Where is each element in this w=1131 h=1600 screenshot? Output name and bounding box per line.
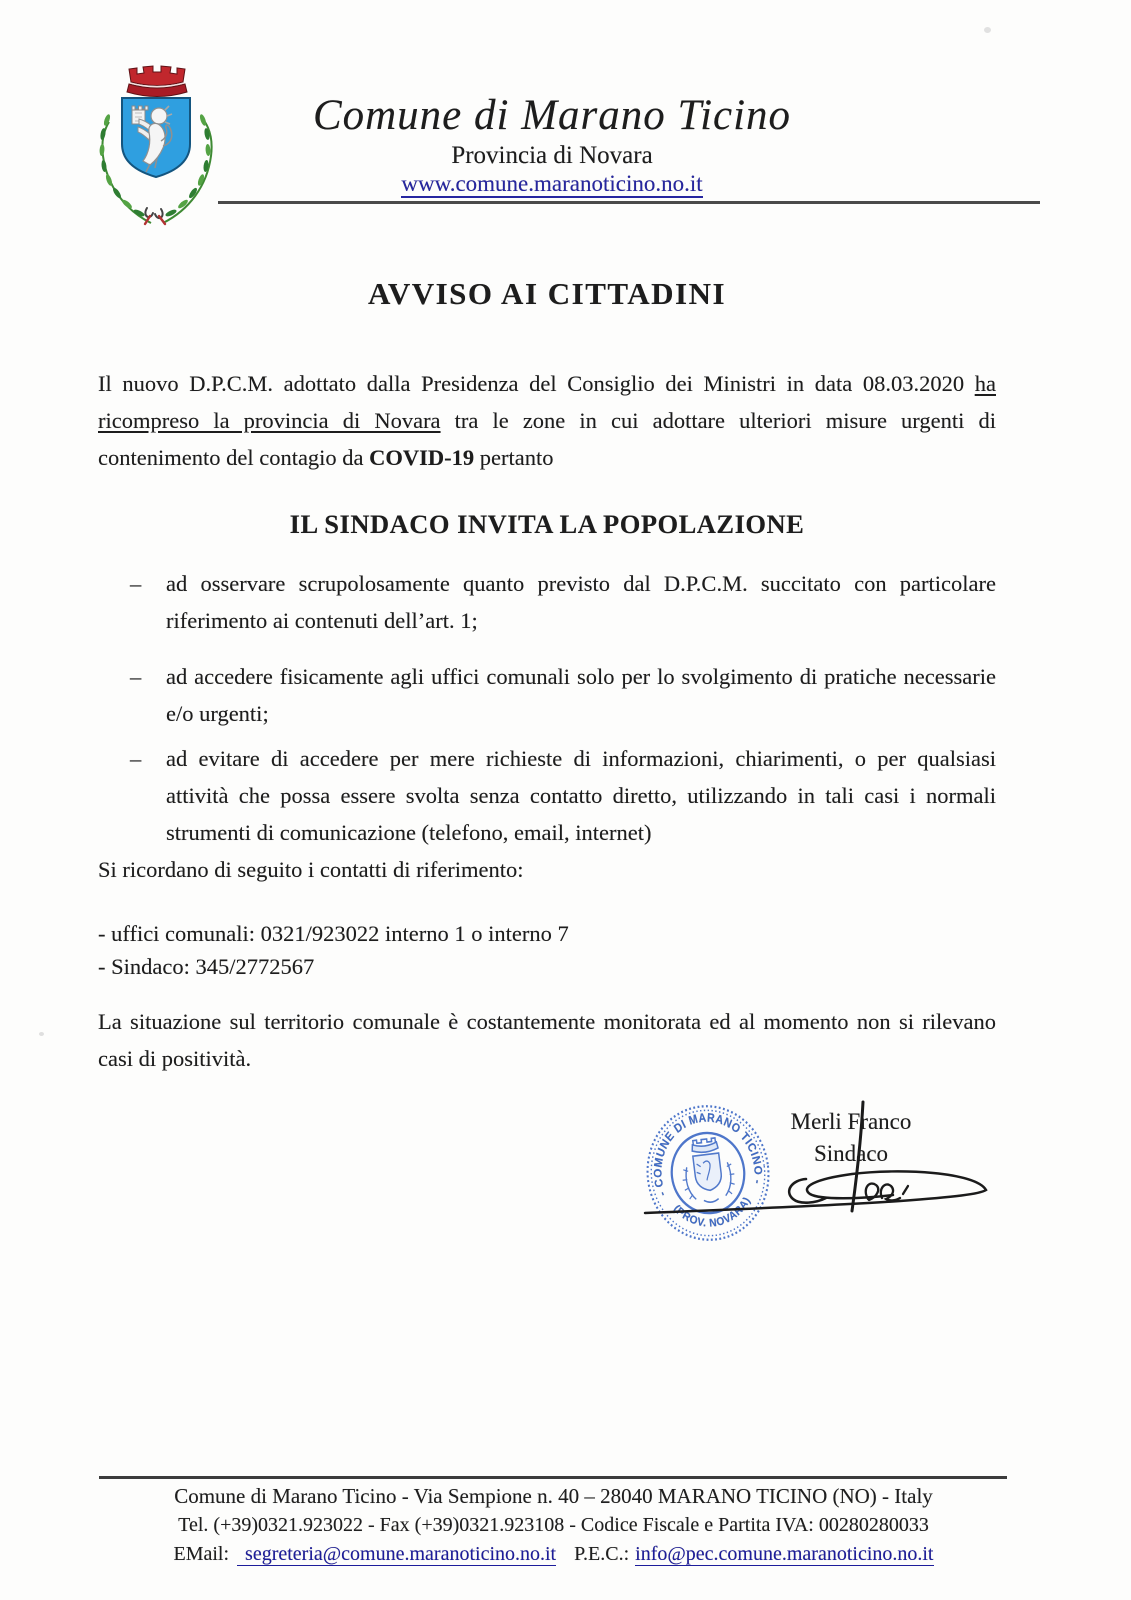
email-label: EMail: — [173, 1543, 230, 1565]
bullet-dash: – — [130, 746, 142, 771]
footer-divider — [99, 1476, 1007, 1479]
contact-mayor: - Sindaco: 345/2772567 — [98, 954, 315, 979]
pec-link[interactable]: info@pec.comune.maranoticino.no.it — [635, 1543, 934, 1565]
mayor-invitation-heading: IL SINDACO INVITA LA POPOLAZIONE — [289, 509, 805, 539]
contacts-intro: Si ricordano di seguito i contatti di riferimento: — [98, 857, 524, 882]
email-link[interactable]: segreteria@comune.maranoticino.no.it — [237, 1543, 556, 1566]
stamp-text-top: - COMUNE DI MARANO TICINO - — [651, 1111, 765, 1199]
header-divider — [218, 201, 1040, 204]
covid-19-bold: COVID-19 — [369, 445, 475, 470]
signer-role: Sindaco — [813, 1141, 889, 1166]
closing-paragraph: La situazione sul territorio comunale è costantemente monitorata ed al momento non si rilevano casi di positività. — [98, 1009, 996, 1071]
province-name: Provincia di Novara — [451, 142, 653, 169]
scan-artifact — [39, 1032, 44, 1036]
bullet-dash: – — [130, 571, 142, 596]
intro-underlined-text: ha ricompreso la provincia di Novara — [98, 371, 996, 433]
bullet-item-1 — [98, 565, 996, 639]
signer-name: Merli Franco — [790, 1109, 912, 1134]
intro-part1: Il nuovo D.P.C.M. adottato dalla Presidenza del Consiglio dei Ministri in data 08.03.2020 — [98, 371, 975, 396]
contacts-list — [98, 917, 996, 983]
letterhead — [202, 92, 902, 198]
intro-paragraph — [98, 365, 996, 476]
pec-label: P.E.C.: — [574, 1543, 630, 1565]
footer-address: Comune di Marano Ticino - Via Sempione n. 40 – 28040 MARANO TICINO (NO) - Italy — [174, 1484, 933, 1508]
mural-crown-icon — [127, 66, 187, 97]
bullet-dash: – — [130, 664, 142, 689]
intro-part2: tra le zone in cui adottare ulteriori misure urgenti di contenimento del contagio da — [98, 408, 996, 470]
bullet-text: ad osservare scrupolosamente quanto previsto dal D.P.C.M. succitato con particolare riferimento ai contenuti dell’art. 1; — [166, 571, 996, 633]
footer-phone-fax-vat: Tel. (+39)0321.923022 - Fax (+39)0321.923108 - Codice Fiscale e Partita IVA: 00280280033 — [178, 1514, 929, 1536]
bullet-text: ad accedere fisicamente agli uffici comunali solo per lo svolgimento di pratiche necessarie e/o urgenti; — [166, 664, 996, 726]
stamp-text-bottom: (PROV. NOVARA) — [671, 1194, 754, 1230]
footer — [100, 1482, 1007, 1569]
contact-offices: - uffici comunali: 0321/923022 interno 1 o interno 7 — [98, 921, 569, 946]
bullet-item-2 — [98, 658, 996, 732]
intro-part3: pertanto — [474, 445, 554, 470]
municipality-name: Comune di Marano Ticino — [312, 92, 792, 139]
scan-artifact — [984, 27, 991, 33]
bullet-text: ad evitare di accedere per mere richieste di informazioni, chiarimenti, o per qualsiasi attività che possa essere svolta senza contatto diretto, utilizzando in tali casi i normali strumenti di comunicazione (telefono, email, internet) — [166, 746, 996, 845]
bullet-item-3 — [98, 740, 996, 851]
notice-title: AVVISO AI CITTADINI — [367, 276, 727, 311]
website-link[interactable]: www.comune.maranoticino.no.it — [401, 171, 703, 196]
coat-of-arms — [95, 58, 215, 228]
footer-emails — [100, 1540, 1007, 1569]
handwritten-signature — [620, 1075, 1020, 1235]
